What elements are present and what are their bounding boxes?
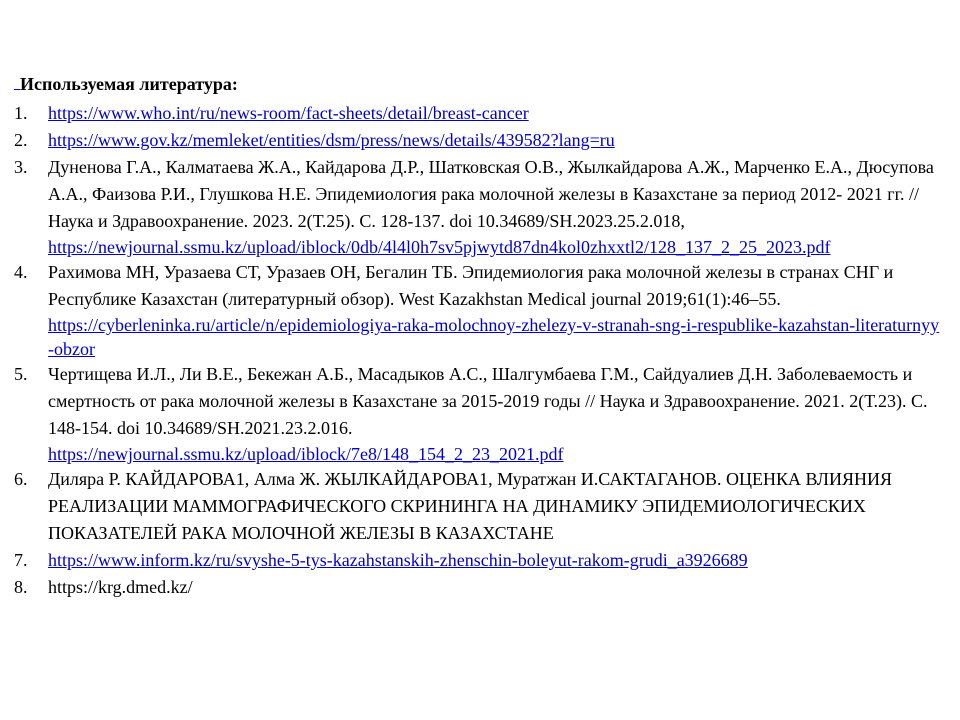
reference-item-2 xyxy=(14,127,944,154)
reference-item-8 xyxy=(14,574,944,601)
reference-text-3: Дуненова Г.А., Калматаева Ж.А., Кайдарова Д.Р., Шатковская О.В., Жылкайдарова А.Ж., Марченко Е.А., Дюсупова А.А., Фаизова Р.И., Глушкова Н.Е. Эпидемиология рака молочной железы в Казахстане за период 2012- 2021 гг. // Наука и Здравоохранение. 2023. 2(Т.25). С. 128-137. doi 10.34689/SH.2023.25.2.018, xyxy=(48,157,934,231)
reference-item-7 xyxy=(14,547,944,574)
reference-number: 7. xyxy=(14,550,28,570)
reference-link-4[interactable]: https://cyberleninka.ru/article/n/epidemiologiya-raka-molochnoy-zhelezy-v-stranah-sng-i-respublike-kazahstan-literaturnyy-obzor xyxy=(48,315,940,359)
reference-number: 2. xyxy=(14,130,28,150)
references-heading-text: Используемая литература: xyxy=(20,74,238,94)
reference-text-8: https://krg.dmed.kz/ xyxy=(48,577,193,597)
reference-number: 8. xyxy=(14,577,28,597)
reference-item-3 xyxy=(14,154,944,259)
reference-text-4: Рахимова МН, Уразаева СТ, Уразаев ОН, Бегалин ТБ. Эпидемиология рака молочной железы в странах СНГ и Республике Казахстан (литературный обзор). West Kazakhstan Medical journal 2019;61(1):46–55. xyxy=(48,262,894,309)
reference-text-5: Чертищева И.Л., Ли В.Е., Бекежан А.Б., Масадыков А.С., Шалгумбаева Г.М., Сайдуалиев Д.Н. Заболеваемость и смертность от рака молочной железы в Казахстане за 2015-2019 годы // Наука и Здравоохранение. 2021. 2(Т.23). С. 148-154. doi 10.34689/SH.2021.23.2.016. xyxy=(48,364,928,438)
reference-link-2[interactable]: https://www.gov.kz/memleket/entities/dsm/press/news/details/439582?lang=ru xyxy=(48,130,615,150)
references-heading xyxy=(14,72,238,96)
reference-item-6 xyxy=(14,466,944,547)
reference-number: 3. xyxy=(14,157,28,177)
reference-number: 1. xyxy=(14,103,28,123)
reference-number: 5. xyxy=(14,364,28,384)
reference-link-7[interactable]: https://www.inform.kz/ru/svyshe-5-tys-kazahstanskih-zhenschin-boleyut-rakom-grudi_a3926689 xyxy=(48,550,748,570)
reference-text-6: Диляра Р. КАЙДАРОВА1, Алма Ж. ЖЫЛКАЙДАРОВА1, Муратжан И.САКТАГАНОВ. ОЦЕНКА ВЛИЯНИЯ РЕАЛИЗАЦИИ МАММОГРАФИЧЕСКОГО СКРИНИНГА НА ДИНАМИКУ ЭПИДЕМИОЛОГИЧЕСКИХ ПОКАЗАТЕЛЕЙ РАКА МОЛОЧНОЙ ЖЕЛЕЗЫ В КАЗАХСТАНЕ xyxy=(48,469,893,543)
reference-link-1[interactable]: https://www.who.int/ru/news-room/fact-sheets/detail/breast-cancer xyxy=(48,103,529,123)
reference-link-3[interactable]: https://newjournal.ssmu.kz/upload/iblock/0db/4l4l0h7sv5pjwytd87dn4kol0zhxxtl2/128_137_2_25_2023.pdf xyxy=(48,237,831,257)
reference-link-5[interactable]: https://newjournal.ssmu.kz/upload/iblock/7e8/148_154_2_23_2021.pdf xyxy=(48,444,564,464)
reference-number: 4. xyxy=(14,262,28,282)
reference-item-1 xyxy=(14,100,944,127)
reference-number: 6. xyxy=(14,469,28,489)
reference-item-4 xyxy=(14,259,944,361)
references-list xyxy=(14,100,944,601)
reference-item-5 xyxy=(14,361,944,466)
